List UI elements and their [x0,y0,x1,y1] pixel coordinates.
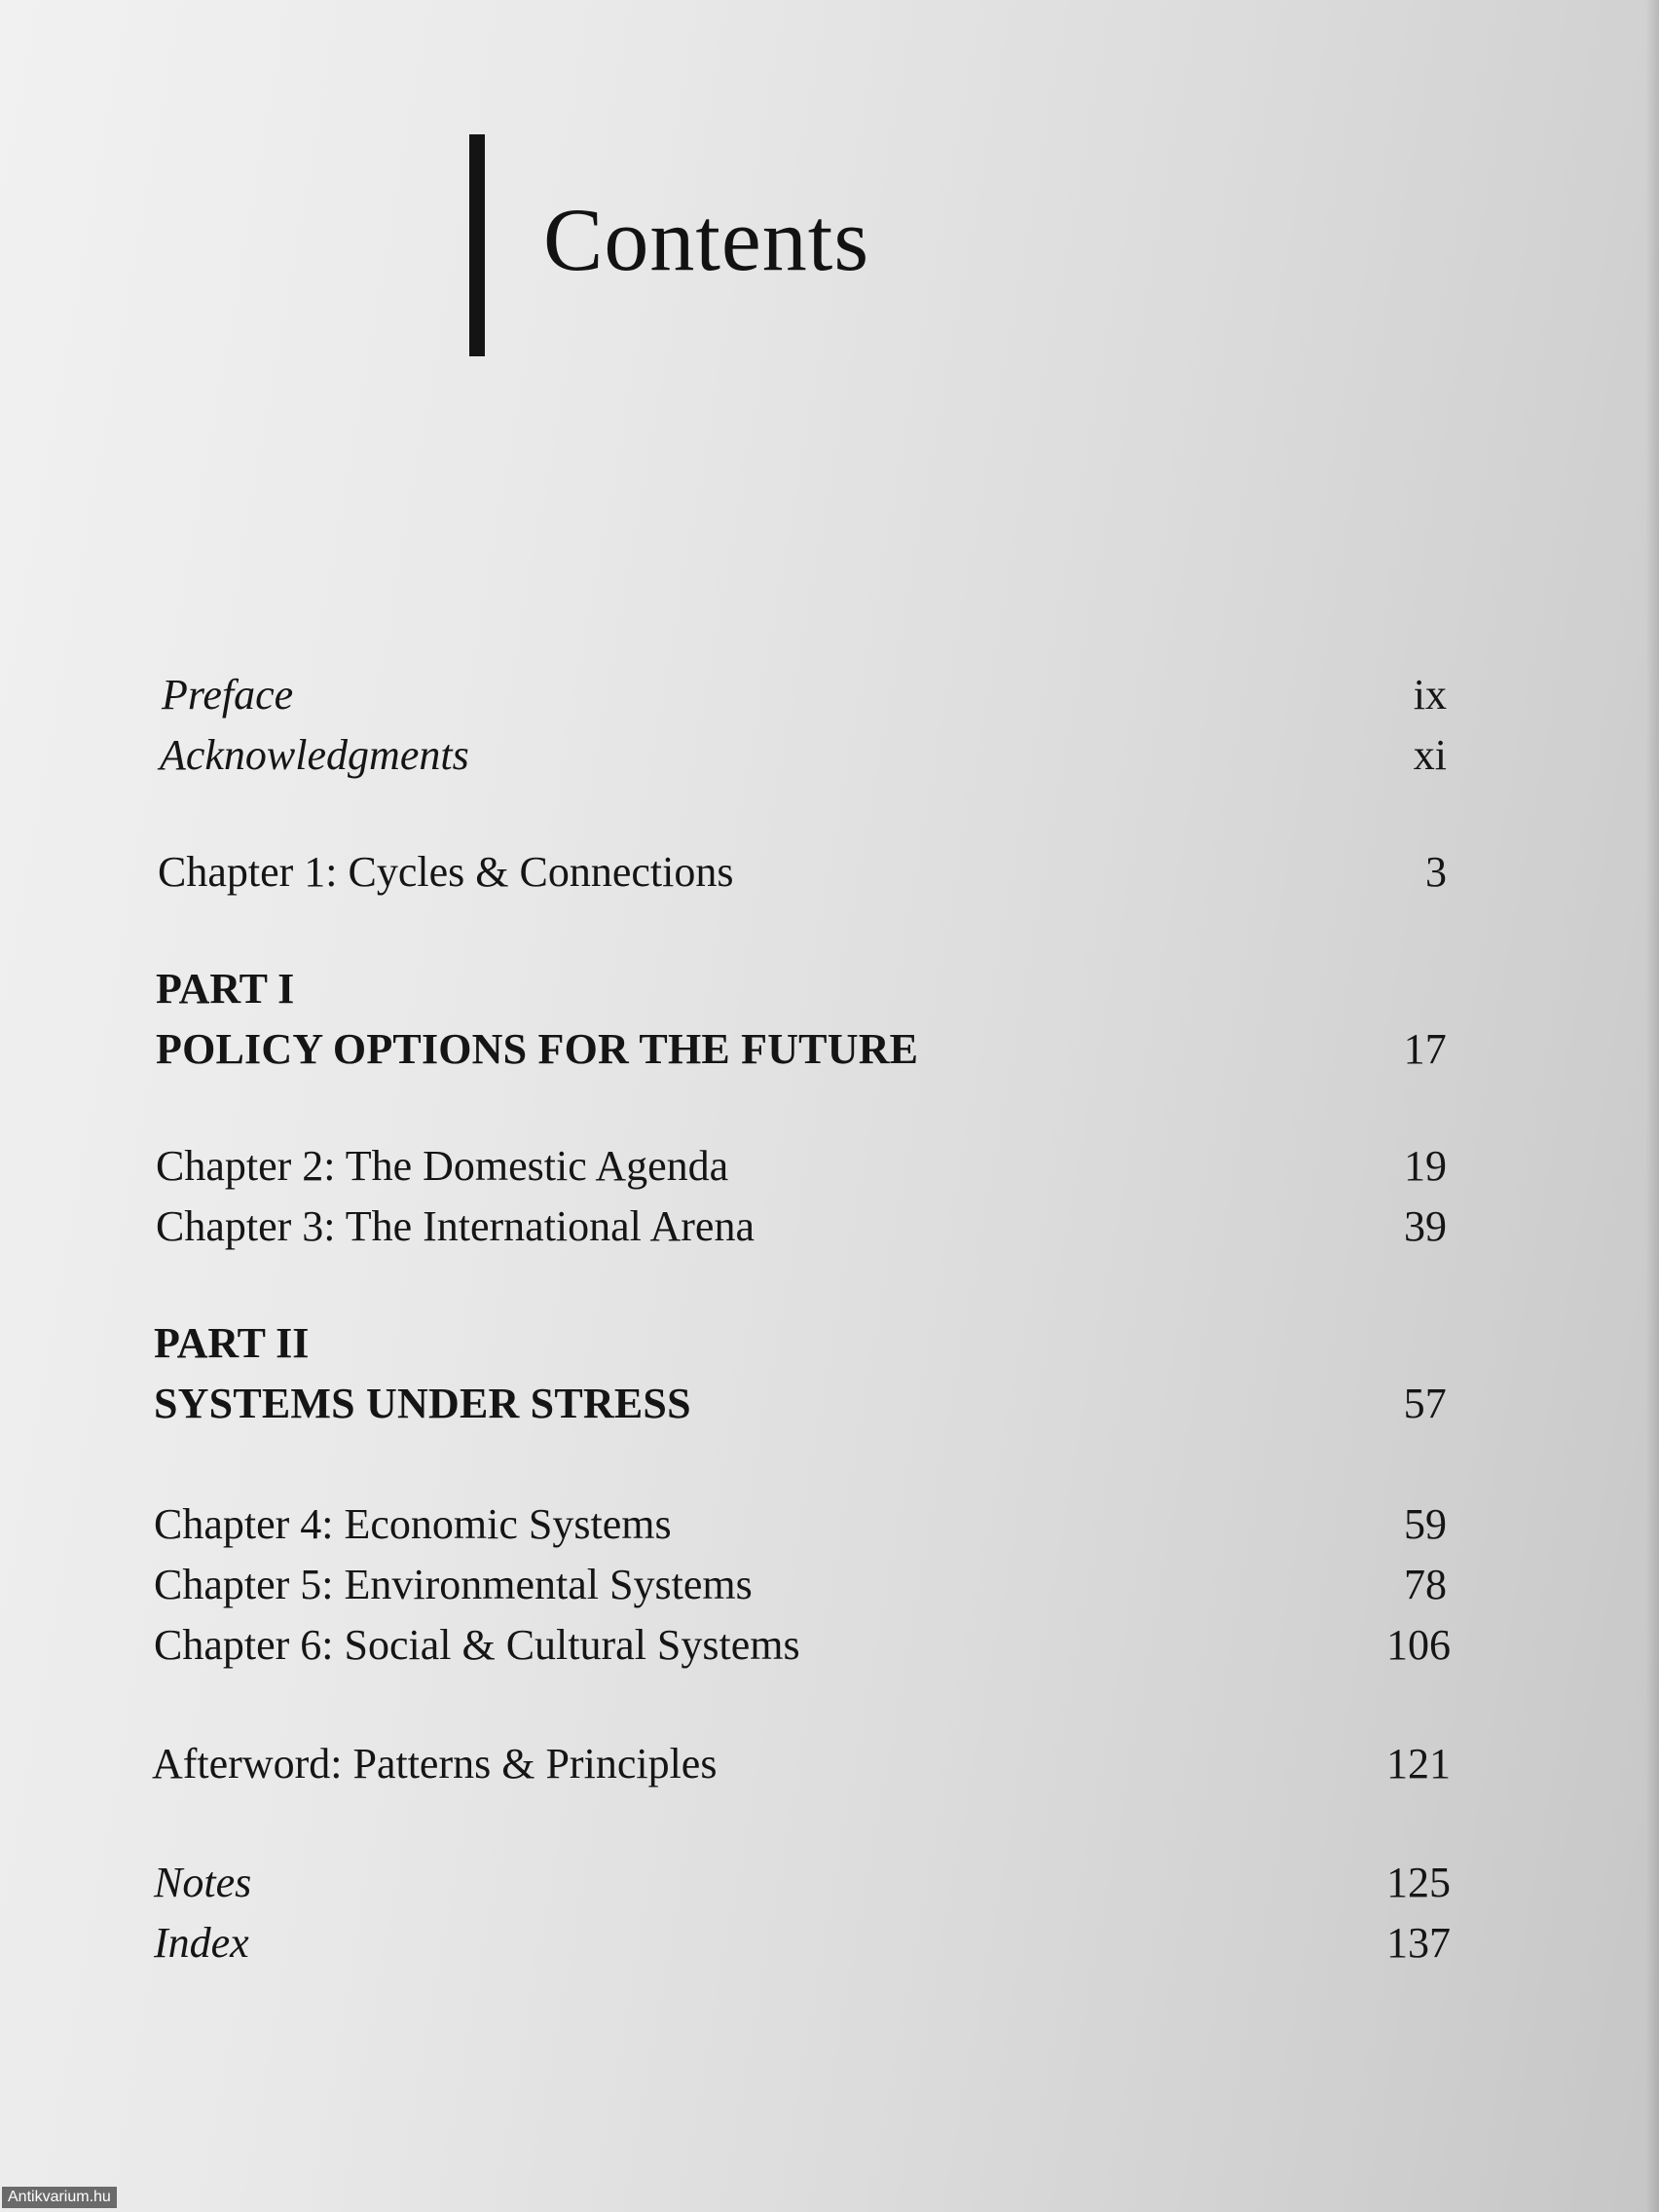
toc-entry-page: 19 [1404,1142,1447,1190]
toc-entry-page: 17 [1403,1025,1447,1073]
toc-entry-chapter-2 [156,1137,1447,1196]
page-title: Contents [543,190,870,289]
toc-entry-chapter-5 [154,1556,1447,1614]
toc-entry-label: Afterword: Patterns & Principles [152,1740,718,1788]
toc-entry-chapter-6 [154,1616,1451,1675]
toc-entry-page: 57 [1403,1380,1447,1427]
toc-entry-label: Acknowledgments [160,731,469,779]
toc-entry-chapter-3 [156,1198,1447,1256]
toc-entry-chapter-4 [154,1495,1447,1554]
toc-entry-page: 3 [1425,848,1447,896]
toc-entry-part-1 [156,1020,1447,1079]
toc-entry-chapter-1 [158,843,1447,902]
toc-entry-page: ix [1413,671,1447,719]
toc-entry-label: Chapter 3: The International Arena [156,1202,755,1250]
toc-entry-part-2 [154,1375,1447,1433]
toc-entry-label: Chapter 4: Economic Systems [154,1500,672,1548]
toc-entry-page: 78 [1404,1561,1447,1608]
toc-entry-label: Preface [162,671,294,719]
toc-entry-index [154,1914,1451,1972]
toc-entry-label: Index [154,1919,249,1967]
toc-entry-preface [162,666,1447,724]
toc-entry-label: POLICY OPTIONS FOR THE FUTURE [156,1025,919,1073]
toc-part-2-number: PART II [154,1319,310,1367]
toc-entry-page: xi [1413,731,1447,779]
toc-entry-page: 106 [1386,1621,1451,1669]
toc-entry-label: Chapter 6: Social & Cultural Systems [154,1621,800,1669]
toc-entry-page: 59 [1404,1500,1447,1548]
toc-entry-label: Notes [154,1859,252,1906]
toc-entry-label: Chapter 2: The Domestic Agenda [156,1142,729,1190]
toc-entry-label: Chapter 5: Environmental Systems [154,1561,753,1608]
toc-entry-notes [154,1854,1451,1912]
toc-entry-afterword [152,1735,1451,1793]
toc-entry-label: SYSTEMS UNDER STRESS [154,1380,691,1427]
toc-entry-page: 125 [1386,1859,1451,1906]
toc-entry-acknowledgments [160,726,1447,785]
site-watermark: Antikvarium.hu [2,2187,117,2208]
toc-entry-label: Chapter 1: Cycles & Connections [158,848,734,896]
toc-entry-page: 121 [1386,1740,1451,1788]
toc-part-1-number: PART I [156,965,295,1013]
toc-entry-page: 137 [1386,1919,1451,1967]
toc-entry-page: 39 [1404,1202,1447,1250]
